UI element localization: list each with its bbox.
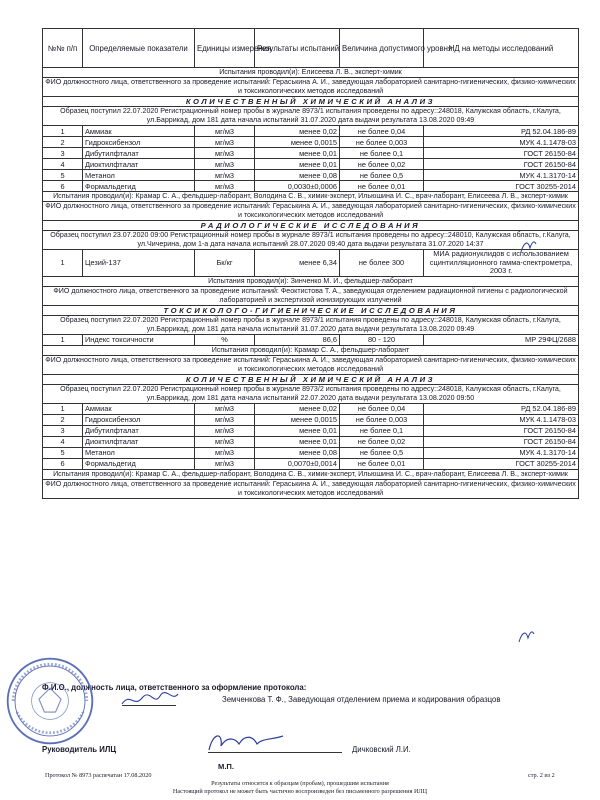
result-value: менее 0,01 (255, 425, 340, 436)
signature-zemchenkova (120, 690, 180, 710)
unit: мг/м3 (195, 403, 255, 414)
section-title: КОЛИЧЕСТВЕННЫЙ ХИМИЧЕСКИЙ АНАЛИЗ (43, 374, 579, 384)
section-responsible: ФИО должностного лица, ответственного за проведение испытаний: Гераськина А. И., заведующая лабораторией санитарно-гигиенических, физико-химических и токсикологических методов исследований (43, 479, 579, 498)
note-results: Результаты относятся к образцам (пробам), прошедшим испытания (211, 780, 389, 787)
allowed-level: не более 0,02 (340, 159, 424, 170)
unit: мг/м3 (195, 137, 255, 148)
row-number: 4 (43, 159, 83, 170)
indicator-name: Метанол (83, 447, 195, 458)
page-number: стр. 2 из 2 (528, 772, 555, 779)
row-number: 6 (43, 181, 83, 192)
section-title: КОЛИЧЕСТВЕННЫЙ ХИМИЧЕСКИЙ АНАЛИЗ (43, 97, 579, 107)
results-table (42, 28, 579, 499)
method-reference: ГОСТ 26150-84 (424, 425, 579, 436)
protocol-document (42, 28, 578, 499)
table-row (43, 170, 579, 181)
table-row (43, 181, 579, 192)
row-number: 4 (43, 436, 83, 447)
unit: мг/м3 (195, 447, 255, 458)
row-number: 3 (43, 425, 83, 436)
indicator-name: Дибутилфталат (83, 148, 195, 159)
indicator-name: Аммиак (83, 403, 195, 414)
method-reference: ГОСТ 26150-84 (424, 436, 579, 447)
method-reference: МУК 4.1.3170-14 (424, 170, 579, 181)
allowed-level: не более 0,5 (340, 447, 424, 458)
unit: % (195, 334, 255, 345)
method-reference: МИА радионуклидов с использованием сцинтилляционного гамма-спектрометра, 2003 г. (424, 250, 579, 277)
method-reference: ГОСТ 26150-84 (424, 148, 579, 159)
result-value: менее 0,01 (255, 159, 340, 170)
col-method-header: НД на методы исследований (424, 29, 579, 68)
allowed-level: не более 0,1 (340, 148, 424, 159)
section-responsible: ФИО должностного лица, ответственного за проведение испытаний: Феоктистова Т. А., заведующая отделением радиационной гигиены с радиологической лабораторией и экспертизой ионизирующих излучений (43, 286, 579, 305)
row-number: 1 (43, 403, 83, 414)
indicator-name: Индекс токсичности (83, 334, 195, 345)
result-value: менее 0,02 (255, 403, 340, 414)
allowed-level: не более 0,04 (340, 403, 424, 414)
row-number: 1 (43, 334, 83, 345)
section-info: Образец поступил 23.07.2020 09:00 Регистрационный номер пробы в журнале 8973/1 испытания проведены по адресу::248010, Калужская область, г.Калуга, ул.Чичерина, дом 1-а дата начала испытаний 28.07.2020 09:40 дата выдачи результата 31.07.2020 14:37 (43, 231, 579, 250)
head-name: Дичковский Л.И. (352, 745, 411, 754)
indicator-name: Дибутилфталат (83, 425, 195, 436)
method-reference: РД 52.04.186-89 (424, 403, 579, 414)
indicator-name: Диоктилфталат (83, 159, 195, 170)
unit: мг/м3 (195, 148, 255, 159)
indicator-name: Гидроксибензол (83, 137, 195, 148)
col-indicator-header: Определяемые показатели (83, 29, 195, 68)
round-seal-stamp (4, 655, 96, 747)
section-responsible: ФИО должностного лица, ответственного за проведение испытаний: Гераськина А. И., заведующая лабораторией санитарно-гигиенических, физико-химических и токсикологических методов исследований (43, 355, 579, 374)
table-row (43, 126, 579, 137)
table-row (43, 250, 579, 277)
initial-mark-1 (518, 238, 538, 254)
row-number: 1 (43, 250, 83, 277)
result-value: менее 6,34 (255, 250, 340, 277)
indicator-name: Аммиак (83, 126, 195, 137)
indicator-name: Диоктилфталат (83, 436, 195, 447)
row-number: 2 (43, 414, 83, 425)
section-responsible: ФИО должностного лица, ответственного за проведение испытаний: Гераськина А. И., заведующая лабораторией санитарно-гигиенических, физико-химических и токсикологических методов исследований (43, 202, 579, 221)
top-testers: Испытания проводил(и): Елисеева Л. В., эксперт-химик (43, 68, 579, 78)
indicator-name: Формальдегид (83, 458, 195, 469)
col-allowed-header: Величина допустимого уровня (340, 29, 424, 68)
method-reference: МР 29ФЦ/2688 (424, 334, 579, 345)
allowed-level: не более 0,1 (340, 425, 424, 436)
result-value: менее 0,01 (255, 148, 340, 159)
unit: мг/м3 (195, 458, 255, 469)
unit: мг/м3 (195, 159, 255, 170)
table-header-row (43, 29, 579, 68)
indicator-name: Метанол (83, 170, 195, 181)
col-result-header: Результаты испытаний (255, 29, 340, 68)
table-row (43, 414, 579, 425)
initial-mark-2 (516, 628, 536, 644)
row-number: 2 (43, 137, 83, 148)
section-info: Образец поступил 22.07.2020 Регистрационный номер пробы в журнале 8973/1 испытания проведены по адресу::248018, Калужская область, г.Калуга, ул.Баррикад, дом 181 дата начала испытаний 31.07.2020 дата выдачи результата 13.08.2020 09:49 (43, 315, 579, 334)
table-row (43, 447, 579, 458)
allowed-level: не более 0,5 (340, 170, 424, 181)
protocol-responsible-label: Ф.И.О., должность лица, ответственного за оформление протокола: (42, 683, 307, 692)
result-value: менее 0,01 (255, 436, 340, 447)
unit: мг/м3 (195, 126, 255, 137)
section-info: Образец поступил 22.07.2020 Регистрационный номер пробы в журнале 8973/2 испытания проведены по адресу::248018, Калужская область, г.Калуга, ул.Баррикад, дом 181 дата начала испытаний 22.07.2020 дата выдачи результата 13.08.2020 09:50 (43, 384, 579, 403)
section-info: Образец поступил 22.07.2020 Регистрационный номер пробы в журнале 8973/1 испытания проведены по адресу::248018, Калужская область, г.Калуга, ул.Баррикад, дом 181 дата начала испытаний 31.07.2020 дата выдачи результата 13.08.2020 09:49 (43, 107, 579, 126)
top-responsible: ФИО должностного лица, ответственного за проведение испытаний: Гераськина А. И., заведующая лабораторией санитарно-гигиенических, физико-химических и токсикологических методов исследований (43, 78, 579, 97)
indicator-name: Гидроксибензол (83, 414, 195, 425)
section-title: РАДИОЛОГИЧЕСКИЕ ИССЛЕДОВАНИЯ (43, 221, 579, 231)
section-testers: Испытания проводил(и): Зинченко М. И., фельдшер-лаборант (43, 276, 579, 286)
allowed-level: не более 0,01 (340, 181, 424, 192)
table-row (43, 334, 579, 345)
col-unit-header: Единицы измерения (195, 29, 255, 68)
allowed-level: не более 0,04 (340, 126, 424, 137)
section-testers: Испытания проводил(и): Крамар С. А., фельдшер-лаборант, Володина С. В., химик-эксперт, Ильюшина И. С., врач-лаборант, Елисеева Л. В., эксперт-химик (43, 192, 579, 202)
signature-dichkovsky (205, 728, 285, 756)
unit: мг/м3 (195, 425, 255, 436)
result-value: 0,0030±0,0006 (255, 181, 340, 192)
row-number: 6 (43, 458, 83, 469)
result-value: менее 0,0015 (255, 137, 340, 148)
protocol-printed: Протокол № 8973 распечатан 17.08.2020 (45, 772, 152, 779)
result-value: 0,0070±0,0014 (255, 458, 340, 469)
result-value: менее 0,02 (255, 126, 340, 137)
allowed-level: не более 0,02 (340, 436, 424, 447)
section-testers: Испытания проводил(и): Крамар С. А., фельдшер-лаборант (43, 345, 579, 355)
allowed-level: 80 - 120 (340, 334, 424, 345)
method-reference: ГОСТ 26150-84 (424, 159, 579, 170)
note-reproduction: Настоящий протокол не может быть частично воспроизведен без письменного разрешения ИЛЦ (172, 788, 428, 795)
table-row (43, 137, 579, 148)
table-row (43, 148, 579, 159)
col-num-header: №№ п/п (43, 29, 83, 68)
method-reference: ГОСТ 30255-2014 (424, 181, 579, 192)
table-row (43, 425, 579, 436)
allowed-level: не более 0,003 (340, 137, 424, 148)
row-number: 5 (43, 170, 83, 181)
table-row (43, 436, 579, 447)
unit: мг/м3 (195, 181, 255, 192)
unit: мг/м3 (195, 436, 255, 447)
unit: мг/м3 (195, 170, 255, 181)
protocol-responsible-name: Земченкова Т. Ф., Заведующая отделением приема и кодирования образцов (222, 695, 501, 704)
table-row (43, 458, 579, 469)
method-reference: МУК 4.1.1478-03 (424, 414, 579, 425)
section-title: ТОКСИКОЛОГО-ГИГИЕНИЧЕСКИЕ ИССЛЕДОВАНИЯ (43, 305, 579, 315)
method-reference: РД 52.04.186-89 (424, 126, 579, 137)
unit: Бк/кг (195, 250, 255, 277)
result-value: менее 0,0015 (255, 414, 340, 425)
allowed-level: не более 0,01 (340, 458, 424, 469)
allowed-level: не более 0,003 (340, 414, 424, 425)
indicator-name: Цезий-137 (83, 250, 195, 277)
method-reference: МУК 4.1.1478-03 (424, 137, 579, 148)
result-value: менее 0,08 (255, 170, 340, 181)
row-number: 3 (43, 148, 83, 159)
row-number: 1 (43, 126, 83, 137)
allowed-level: не более 300 (340, 250, 424, 277)
unit: мг/м3 (195, 414, 255, 425)
indicator-name: Формальдегид (83, 181, 195, 192)
mp-label: М.П. (218, 762, 235, 771)
method-reference: ГОСТ 30255-2014 (424, 458, 579, 469)
section-testers: Испытания проводил(и): Крамар С. А., фельдшер-лаборант, Володина С. В., химик-эксперт, Ильюшина И. С., врач-лаборант, Елисеева Л. В., эксперт-химик (43, 469, 579, 479)
result-value: менее 0,08 (255, 447, 340, 458)
table-row (43, 159, 579, 170)
method-reference: МУК 4.1.3170-14 (424, 447, 579, 458)
row-number: 5 (43, 447, 83, 458)
head-label: Руководитель ИЛЦ (42, 745, 117, 754)
result-value: 86,6 (255, 334, 340, 345)
table-row (43, 403, 579, 414)
